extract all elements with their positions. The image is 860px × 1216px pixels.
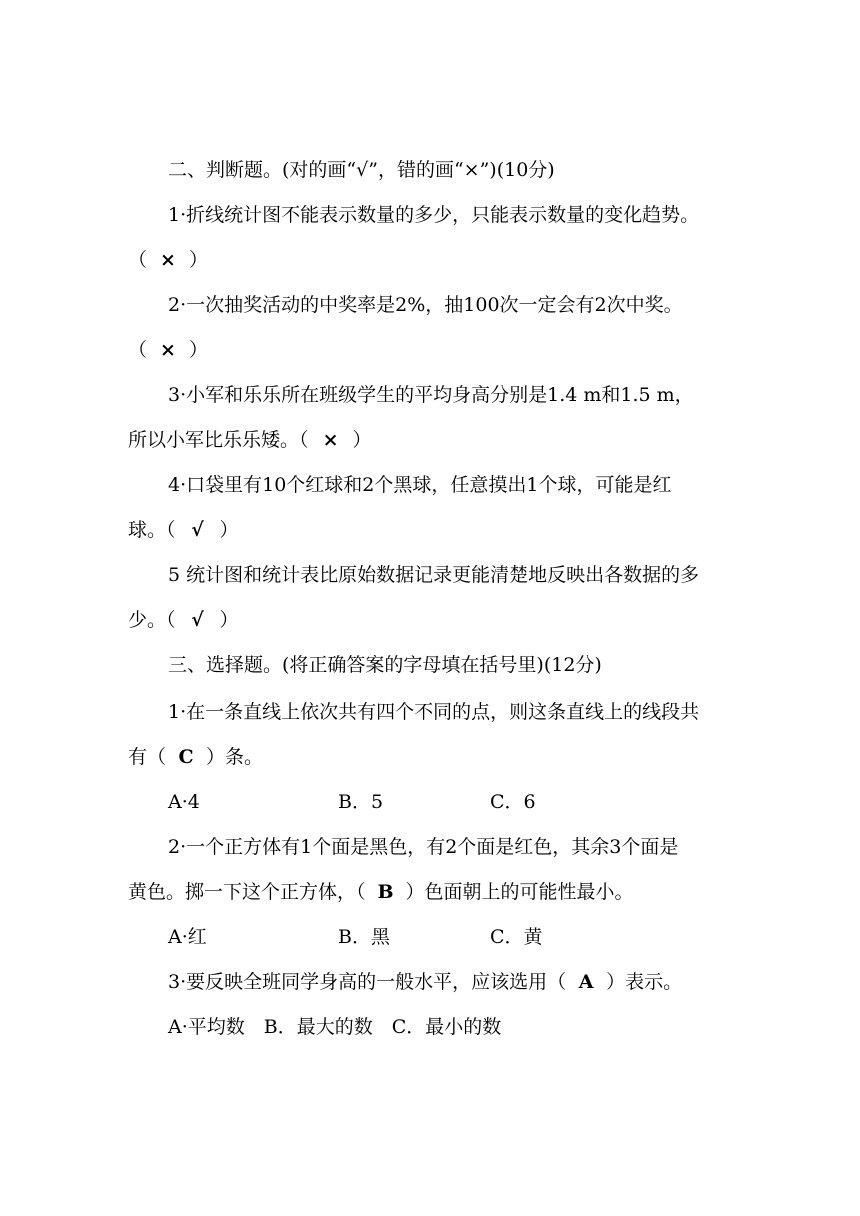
choice-q1-answer-line: 有（ C ）条。 xyxy=(128,746,264,768)
judgment-q4-mark: √ xyxy=(191,519,204,541)
choice-q2-option-c: C．黄 xyxy=(490,926,543,948)
choice-q2-answer-line: 黄色。掷一下这个正方体，（ B ）色面朝上的可能性最小。 xyxy=(128,881,634,903)
choice-q2-mark: B xyxy=(377,881,394,903)
choice-q2-option-b: B．黑 xyxy=(338,926,390,948)
choice-q1-mark: C xyxy=(178,746,194,768)
choice-title-note: (将正确答案的字母填在括号里)(12分) xyxy=(282,654,602,676)
choice-section-title xyxy=(168,653,602,677)
judgment-q3-text: 3·小军和乐乐所在班级学生的平均身高分别是1.4 m和1.5 m， xyxy=(168,384,694,406)
judgment-q3-answer: 所以小军比乐乐矮。（ × ） xyxy=(128,429,372,451)
judgment-q4-answer: 球。（ √ ） xyxy=(128,519,239,541)
judgment-title-main: 二、判断题。 xyxy=(168,159,283,181)
choice-title-main: 三、选择题。 xyxy=(168,654,283,676)
judgment-q1-answer: （ × ） xyxy=(128,249,209,271)
judgment-q1-text: 1·折线统计图不能表示数量的多少，只能表示数量的变化趋势。 xyxy=(168,204,700,226)
judgment-q2-mark: × xyxy=(160,339,176,361)
choice-q3-options: A·平均数 B．最大的数 C．最小的数 xyxy=(168,1016,502,1038)
judgment-section-title xyxy=(168,158,555,182)
judgment-q5-answer: 少。（ √ ） xyxy=(128,609,239,631)
choice-q1-option-c: C．6 xyxy=(490,791,536,813)
choice-q3-answer-line: 3·要反映全班同学身高的一般水平，应该选用（ A ）表示。 xyxy=(168,971,683,993)
judgment-q5-text: 5 统计图和统计表比原始数据记录更能清楚地反映出各数据的多 xyxy=(168,564,700,586)
choice-q2-text: 2·一个正方体有1个面是黑色，有2个面是红色，其余3个面是 xyxy=(168,836,679,858)
judgment-q4-text: 4·口袋里有10个红球和2个黑球，任意摸出1个球，可能是红 xyxy=(168,474,672,496)
choice-q3-mark: A xyxy=(578,971,594,993)
judgment-q2-text: 2·一次抽奖活动的中奖率是2%，抽100次一定会有2次中奖。 xyxy=(168,294,683,316)
judgment-q5-mark: √ xyxy=(191,609,204,631)
judgment-title-note: (对的画“√”，错的画“×”)(10分) xyxy=(282,159,555,181)
judgment-q3-mark: × xyxy=(322,429,339,451)
choice-q1-text: 1·在一条直线上依次共有四个不同的点，则这条直线上的线段共 xyxy=(168,701,700,723)
choice-q1-option-a: A·4 xyxy=(168,791,200,813)
judgment-q1-mark: × xyxy=(160,249,176,271)
judgment-q2-answer: （ × ） xyxy=(128,339,209,361)
choice-q1-option-b: B．5 xyxy=(338,791,384,813)
choice-q2-option-a: A·红 xyxy=(168,926,207,948)
